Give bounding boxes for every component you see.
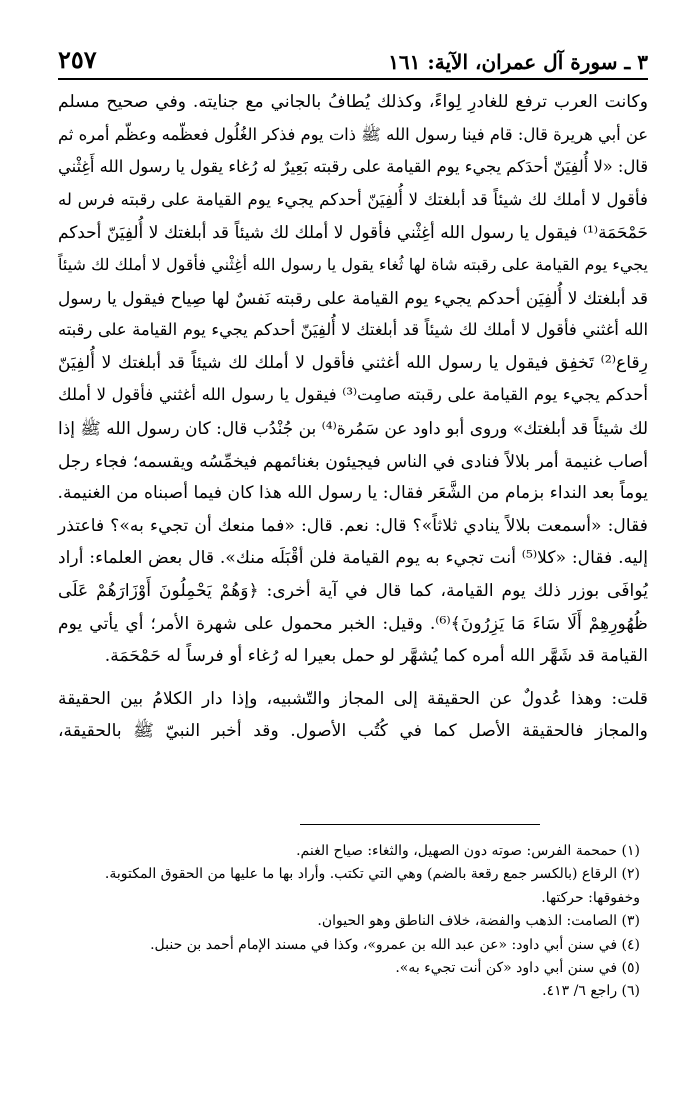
- text-line: فقال: «أسمعت بلالاً ينادي ثلاثاً»؟ قال: نعم. قال: «فما منعك أن تجيء به»؟ فاعتذر: [58, 515, 648, 536]
- text-line: حَمْحَمَة⁽¹⁾ فيقول يا رسول الله أغِثْني فأقول لا أملك لك شيئاً قد أبلغتك لا أُلفِيَنّ أحدكم: [58, 222, 648, 243]
- text-line: يُوافَى بوزر ذلك يوم القيامة، كما قال في آية أخرى: ﴿وَهُمْ يَحْمِلُونَ أَوْزَارَهُمْ عَلَى: [58, 580, 648, 601]
- footnote-2-continuation: وخفوقها: حركتها.: [541, 889, 640, 906]
- running-title: ٣ ـ سورة آل عمران، الآية: ١٦١: [388, 50, 648, 74]
- page-header: [58, 40, 648, 80]
- text-line: رِقاع⁽²⁾ تَخفِق فيقول يا رسول الله أغثني فأقول لا أملك لك شيئاً قد أبلغتك لا أُلفِيَنّ: [58, 352, 648, 373]
- footnote-separator: [300, 824, 540, 825]
- text-line: ظُهُورِهِمْ أَلَا سَاءَ مَا يَزِرُونَ﴾⁽⁶⁾. وقيل: الخبر محمول على شهرة الأمر؛ أي يأتي يوم: [58, 613, 648, 634]
- footnote-1: (١) حمحمة الفرس: صوته دون الصهيل، والثغاء: صياح الغنم.: [296, 843, 640, 859]
- text-line: القيامة قد شَهَّر الله أمره كما يُشهَّر لو حمل بعيرا له رُغاء أو فرساً له حَمْحَمَة.: [104, 646, 648, 667]
- paragraph-1: [58, 86, 648, 673]
- text-line: لك شيئاً قد أبلغتك» وروى أبو داود عن سَمُرة⁽⁴⁾ بن جُنْدُب قال: كان رسول الله ﷺ إذا: [58, 417, 648, 438]
- text-line: قلت: وهذا عُدولٌ عن الحقيقة إلى المجاز والتّشبيه، وإذا دار الكلامُ بين الحقيقة: [58, 688, 648, 709]
- text-line: عن أبي هريرة قال: قام فينا رسول الله ﷺ ذات يوم فذكر الغُلُول فعظّمه وعظّم أمره ثم: [58, 124, 648, 144]
- text-line: فأقول لا أملك لك شيئاً قد أبلغتك لا أُلفِيَنّ أحدكم يجيء يوم القيامة على رقبته فرس له: [58, 189, 648, 209]
- text-line: يوماً بعد النداء بزمام من الشَّعَر فقال: يا رسول الله هذا كان فيما أصبناه من الغنيمة.: [57, 483, 648, 504]
- text-line: يجيء يوم القيامة على رقبته شاة لها ثُغاء يقول يا رسول الله أغِثْني فأقول لا أملك لك شيئاً: [58, 254, 648, 274]
- main-text: [58, 86, 648, 748]
- footnote-2: (٢) الرقاع (بالكسر جمع رقعة بالضم) وهي التي تكتب. وأراد بها ما عليها من الحقوق المكتوبة.: [104, 866, 640, 883]
- page-number: ٢٥٧: [58, 45, 97, 74]
- paragraph-2: [58, 683, 648, 748]
- footnote-4: (٤) في سنن أبي داود: «عن عبد الله بن عمرو»، وكذا في مسند الإمام أحمد بن حنبل.: [150, 936, 640, 953]
- footnote-5: (٥) في سنن أبي داود «كن أنت تجيء به».: [395, 960, 640, 977]
- text-line: والمجاز فالحقيقة الأصل كما في كُتُب الأصول. وقد أخبر النبيّ ﷺ بالحقيقة،: [58, 721, 648, 742]
- text-line: إليه. فقال: «كلا⁽⁵⁾ أنت تجيء به يوم القيامة فلن أقْبَلَه منك». قال بعض العلماء: أراد: [58, 548, 648, 569]
- text-line: قد أبلغتك لا أُلفِيَن أحدكم يجيء يوم القيامة على رقبته نَفسٌ لها صِياح فيقول يا رسول: [58, 287, 648, 308]
- text-line: قال: «لا أُلفِيَنّ أحدَكم يجيء يوم القيامة على رقبته بَعِيرٌ له رُغاء يقول يا رسول الله أَغِثْني: [58, 157, 648, 177]
- text-line: الله أغثني فأقول لا أملك لك شيئاً قد أبلغتك لا أُلفِيَنّ أحدكم يجيء يوم القيامة على رقبته: [58, 320, 648, 340]
- text-line: وكانت العرب ترفع للغادرِ لِواءً، وكذلك يُطافُ بالجاني مع جنايته. وفي صحيح مسلم: [58, 92, 648, 112]
- text-line: أصاب غنيمة أمر بلالاً فنادى في الناس فيجيئون بغنائمهم فيخمِّسُه ويقسمه؛ فجاء رجل: [58, 450, 648, 471]
- text-line: أحدكم يجيء يوم القيامة على رقبته صامِت⁽³⁾ فيقول يا رسول الله أغثني فأقول لا أملك: [58, 385, 648, 405]
- footnote-3: (٣) الصامت: الذهب والفضة، خلاف الناطق وهو الحيوان.: [317, 913, 640, 930]
- footnote-6: (٦) راجع ٦/ ٤١٣.: [542, 983, 640, 1000]
- footnotes: [60, 840, 640, 1004]
